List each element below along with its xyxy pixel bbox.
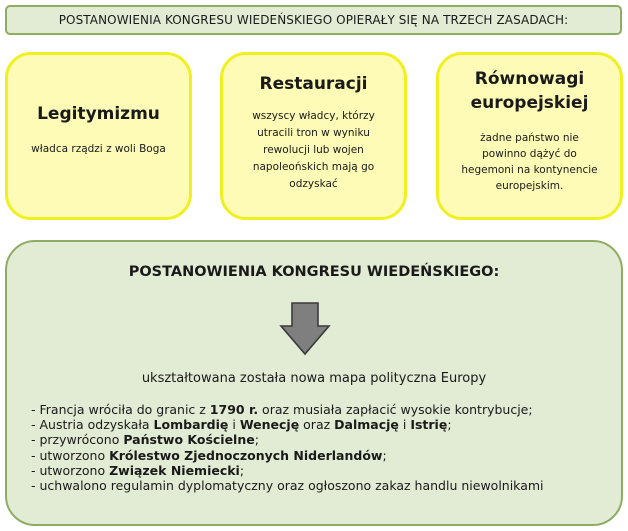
resolution-text: ; (239, 462, 245, 478)
principle-card-legitymizm (5, 52, 192, 220)
resolution-highlight: Istrię (410, 417, 448, 433)
principle-title: Równowagi europejskiej (470, 69, 589, 113)
resolution-highlight: 1790 r. (209, 402, 259, 417)
resolution-text: - uchwalono regulamin dyplomatyczny oraz ogłoszono zakaz handlu niewolnikami (31, 478, 544, 494)
principle-card-rownowaga (436, 52, 623, 220)
resolution-text: oraz musiała zapłacić wysokie kontrybucje; (258, 402, 533, 417)
principle-description: władca rządzi z woli Boga (31, 143, 166, 155)
resolution-text: i (398, 417, 411, 433)
principle-description: żadne państwo nie powinno dążyć do hegemoni na kontynencie europejskim. (461, 132, 598, 192)
resolution-item (31, 478, 621, 493)
resolutions-title: POSTANOWIENIA KONGRESU WIEDEŃSKIEGO: (128, 264, 500, 280)
resolutions-list (31, 402, 621, 493)
resolution-text: oraz (299, 417, 335, 433)
resolution-text: ; (382, 447, 387, 463)
principle-title: Restauracji (259, 74, 368, 94)
resolution-text: - utworzono (31, 447, 110, 463)
principle-description: wszyscy władcy, którzy utracili tron w wyniku rewolucji lub wojen napoleońskich mają go odzyskać (252, 110, 375, 190)
resolution-item (31, 402, 621, 417)
resolution-text: - Francja wróciła do granic z (31, 402, 210, 417)
resolution-text: i (228, 417, 240, 433)
principle-title: Legitymizmu (37, 104, 160, 124)
resolution-highlight: Związek Niemiecki (109, 462, 240, 478)
resolution-highlight: Dalmację (334, 417, 399, 433)
resolution-text: - Austria odzyskała (31, 417, 154, 433)
resolution-item (31, 448, 621, 463)
resolution-highlight: Królestwo Zjednoczonych Niderlandów (109, 447, 383, 463)
resolution-text: - utworzono (31, 462, 110, 478)
resolutions-box (5, 240, 623, 526)
header-text: POSTANOWIENIA KONGRESU WIEDEŃSKIEGO OPIERAŁY SIĘ NA TRZECH ZASADACH: (58, 13, 569, 27)
resolution-highlight: Lombardię (153, 417, 229, 433)
resolution-highlight: Wenecję (239, 417, 300, 433)
resolution-item (31, 463, 621, 478)
resolutions-subtitle: ukształtowana została nowa mapa polityczna Europy (141, 371, 487, 386)
resolution-text: ; (254, 432, 259, 448)
resolution-highlight: Państwo Kościelne (123, 432, 255, 448)
principle-card-restauracja (220, 52, 407, 220)
down-arrow-icon (279, 302, 331, 356)
resolution-text: - przywrócono (31, 432, 124, 448)
resolution-item (31, 432, 621, 447)
header-box (5, 5, 622, 35)
resolution-text: ; (447, 417, 452, 433)
resolution-item (31, 417, 621, 432)
